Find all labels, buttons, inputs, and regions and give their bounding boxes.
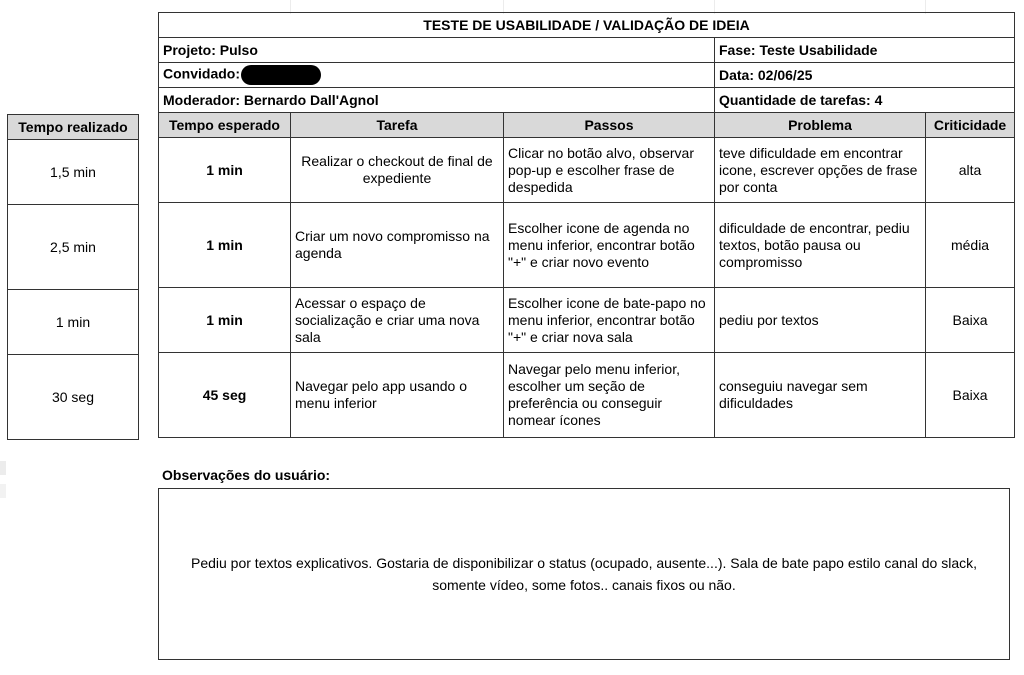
steps-cell: Navegar pelo menu inferior, escolher um seção de preferência ou conseguir nomear ícones [504,353,715,438]
expected-time-cell: 45 seg [159,353,291,438]
table-row [159,288,1015,353]
task-cell: Criar um novo compromisso na agenda [291,203,504,288]
steps-cell: Escolher icone de agenda no menu inferior, encontrar botão "+" e criar novo evento [504,203,715,288]
expected-time-cell: 1 min [159,138,291,203]
actual-time-table [7,114,139,440]
scan-artifact-mark [0,461,6,475]
problem-cell: conseguiu navegar sem dificuldades [715,353,926,438]
observations-box [158,488,1010,660]
observations-label: Observações do usuário: [162,467,331,483]
document-title: TESTE DE USABILIDADE / VALIDAÇÃO DE IDEIA [159,13,1015,38]
guest-field [159,63,715,88]
criticality-cell: Baixa [926,353,1015,438]
actual-time-header-row [8,115,139,140]
table-header-row [159,113,1015,138]
project-field: Projeto: Pulso [159,38,715,63]
task-cell: Realizar o checkout de final de expediente [291,138,504,203]
table-row [8,140,139,205]
task-cell: Acessar o espaço de socialização e criar uma nova sala [291,288,504,353]
date-field: Data: 02/06/25 [715,63,1015,88]
task-count-field: Quantidade de tarefas: 4 [715,88,1015,113]
table-row [8,290,139,355]
actual-time-value: 30 seg [8,355,139,440]
header-criticality: Criticidade [926,113,1015,138]
expected-time-cell: 1 min [159,288,291,353]
criticality-cell: Baixa [926,288,1015,353]
problem-cell: pediu por textos [715,288,926,353]
header-task: Tarefa [291,113,504,138]
observations-text: Pediu por textos explicativos. Gostaria de disponibilizar o status (ocupado, ausente...). Sala de bate papo estilo canal do slack, somente vídeo, some fotos.. canais fixos ou não. [190,555,978,593]
actual-time-value: 1 min [8,290,139,355]
actual-time-value: 1,5 min [8,140,139,205]
criticality-cell: alta [926,138,1015,203]
table-row [8,355,139,440]
actual-time-value: 2,5 min [8,205,139,290]
actual-time-header: Tempo realizado [8,115,139,140]
steps-cell: Clicar no botão alvo, observar pop-up e escolher frase de despedida [504,138,715,203]
phase-field: Fase: Teste Usabilidade [715,38,1015,63]
scan-artifact-mark [0,484,6,498]
criticality-cell: média [926,203,1015,288]
guest-label: Convidado: [163,65,240,82]
header-steps: Passos [504,113,715,138]
task-cell: Navegar pelo app usando o menu inferior [291,353,504,438]
steps-cell: Escolher icone de bate-papo no menu inferior, encontrar botão "+" e criar nova sala [504,288,715,353]
table-row [159,138,1015,203]
table-row [159,203,1015,288]
redacted-name-mark [241,65,321,85]
table-row [8,205,139,290]
usability-test-table [158,12,1015,438]
header-expected-time: Tempo esperado [159,113,291,138]
table-row [159,353,1015,438]
expected-time-cell: 1 min [159,203,291,288]
problem-cell: dificuldade de encontrar, pediu textos, botão pausa ou compromisso [715,203,926,288]
moderator-field: Moderador: Bernardo Dall'Agnol [159,88,715,113]
problem-cell: teve dificuldade em encontrar icone, escrever opções de frase por conta [715,138,926,203]
header-problem: Problema [715,113,926,138]
